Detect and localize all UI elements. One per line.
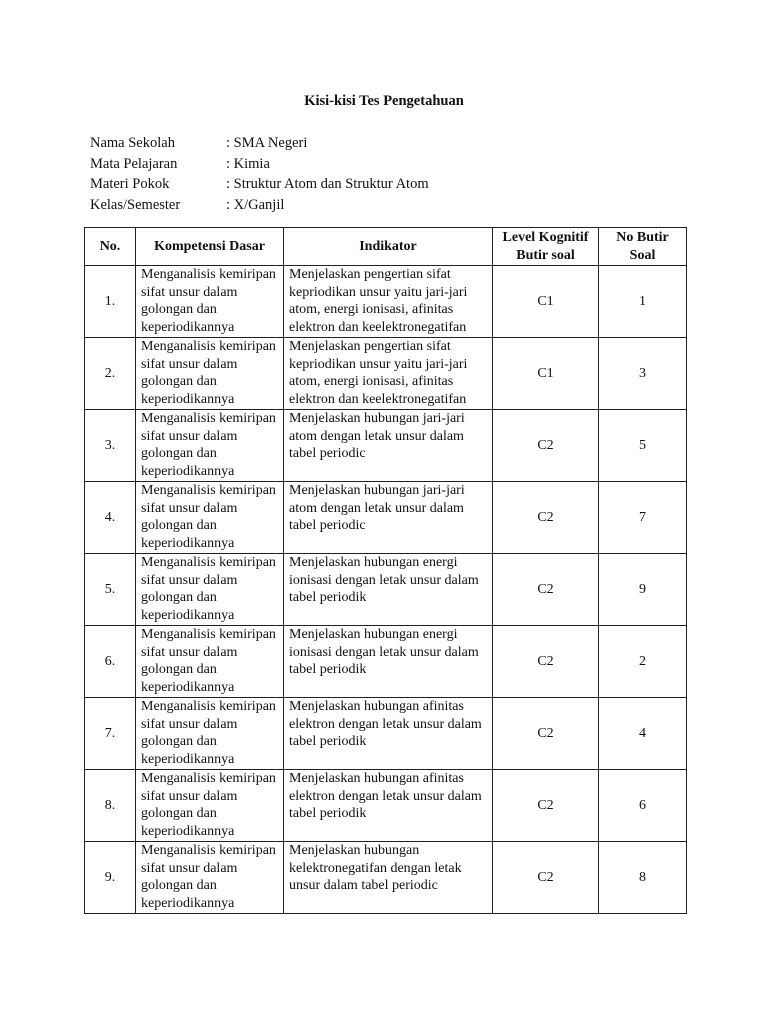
cell-no: 4. <box>85 482 136 554</box>
cell-no: 8. <box>85 770 136 842</box>
info-value: : Struktur Atom dan Struktur Atom <box>226 176 429 192</box>
cell-level: C2 <box>493 626 599 698</box>
cell-butir: 4 <box>599 698 687 770</box>
document-title: Kisi-kisi Tes Pengetahuan <box>304 93 464 109</box>
cell-no: 5. <box>85 554 136 626</box>
cell-level: C2 <box>493 770 599 842</box>
table-row <box>85 266 687 338</box>
table-row <box>85 482 687 554</box>
cell-no: 9. <box>85 842 136 914</box>
info-value: : Kimia <box>226 155 270 172</box>
cell-level: C2 <box>493 698 599 770</box>
cell-indikator: Menjelaskan hubungan afinitas elektron dengan letak unsur dalam tabel periodik <box>284 698 493 770</box>
cell-indikator: Menjelaskan hubungan afinitas elektron dengan letak unsur dalam tabel periodik <box>284 770 493 842</box>
header-kompetensi: Kompetensi Dasar <box>136 228 284 266</box>
cell-indikator: Menjelaskan hubungan jari-jari atom dengan letak unsur dalam tabel periodic <box>284 410 493 482</box>
header-level: Level Kognitif Butir soal <box>493 228 599 266</box>
header-no: No. <box>85 228 136 266</box>
info-row-topic <box>90 174 429 195</box>
table-row <box>85 770 687 842</box>
cell-butir: 6 <box>599 770 687 842</box>
info-row-school <box>90 133 429 154</box>
cell-butir: 3 <box>599 338 687 410</box>
info-value: : SMA Negeri <box>226 135 308 151</box>
cell-kompetensi: Menganalisis kemiripan sifat unsur dalam golongan dan keperiodikannya <box>136 554 284 626</box>
cell-no: 6. <box>85 626 136 698</box>
cell-indikator: Menjelaskan pengertian sifat kepriodikan unsur yaitu jari-jari atom, energi ionisasi, afinitas elektron dan keelektronegatifan <box>284 338 493 410</box>
cell-kompetensi: Menganalisis kemiripan sifat unsur dalam golongan dan keperiodikannya <box>136 626 284 698</box>
cell-level: C1 <box>493 338 599 410</box>
cell-butir: 2 <box>599 626 687 698</box>
info-label: Mata Pelajaran <box>90 155 178 172</box>
table-row <box>85 698 687 770</box>
cell-kompetensi: Menganalisis kemiripan sifat unsur dalam golongan dan keperiodikannya <box>136 410 284 482</box>
table-row <box>85 626 687 698</box>
cell-level: C1 <box>493 266 599 338</box>
cell-level: C2 <box>493 554 599 626</box>
cell-kompetensi: Menganalisis kemiripan sifat unsur dalam golongan dan keperiodikannya <box>136 482 284 554</box>
cell-indikator: Menjelaskan hubungan energi ionisasi dengan letak unsur dalam tabel periodik <box>284 554 493 626</box>
info-label: Nama Sekolah <box>90 135 175 151</box>
cell-indikator: Menjelaskan pengertian sifat kepriodikan unsur yaitu jari-jari atom, energi ionisasi, afinitas elektron dan keelektronegatifan <box>284 266 493 338</box>
cell-no: 1. <box>85 266 136 338</box>
grid-table <box>84 227 687 914</box>
cell-kompetensi: Menganalisis kemiripan sifat unsur dalam golongan dan keperiodikannya <box>136 842 284 914</box>
cell-kompetensi: Menganalisis kemiripan sifat unsur dalam golongan dan keperiodikannya <box>136 770 284 842</box>
cell-butir: 1 <box>599 266 687 338</box>
cell-no: 3. <box>85 410 136 482</box>
cell-indikator: Menjelaskan hubungan kelektronegatifan dengan letak unsur dalam tabel periodic <box>284 842 493 914</box>
cell-butir: 7 <box>599 482 687 554</box>
cell-level: C2 <box>493 482 599 554</box>
cell-butir: 9 <box>599 554 687 626</box>
table-row <box>85 410 687 482</box>
info-value: : X/Ganjil <box>226 196 285 213</box>
cell-indikator: Menjelaskan hubungan energi ionisasi dengan letak unsur dalam tabel periodik <box>284 626 493 698</box>
cell-kompetensi: Menganalisis kemiripan sifat unsur dalam golongan dan keperiodikannya <box>136 266 284 338</box>
header-indikator: Indikator <box>284 228 493 266</box>
info-block <box>90 133 429 215</box>
info-label: Kelas/Semester <box>90 196 181 213</box>
info-row-subject <box>90 154 429 175</box>
table-row <box>85 338 687 410</box>
header-butir: No Butir Soal <box>599 228 687 266</box>
cell-butir: 8 <box>599 842 687 914</box>
cell-kompetensi: Menganalisis kemiripan sifat unsur dalam golongan dan keperiodikannya <box>136 338 284 410</box>
cell-butir: 5 <box>599 410 687 482</box>
cell-indikator: Menjelaskan hubungan jari-jari atom dengan letak unsur dalam tabel periodic <box>284 482 493 554</box>
table-header-row <box>85 228 687 266</box>
cell-level: C2 <box>493 842 599 914</box>
table-row <box>85 842 687 914</box>
info-label: Materi Pokok <box>90 176 170 192</box>
cell-no: 2. <box>85 338 136 410</box>
info-row-class <box>90 195 429 216</box>
table-row <box>85 554 687 626</box>
cell-no: 7. <box>85 698 136 770</box>
cell-kompetensi: Menganalisis kemiripan sifat unsur dalam golongan dan keperiodikannya <box>136 698 284 770</box>
cell-level: C2 <box>493 410 599 482</box>
